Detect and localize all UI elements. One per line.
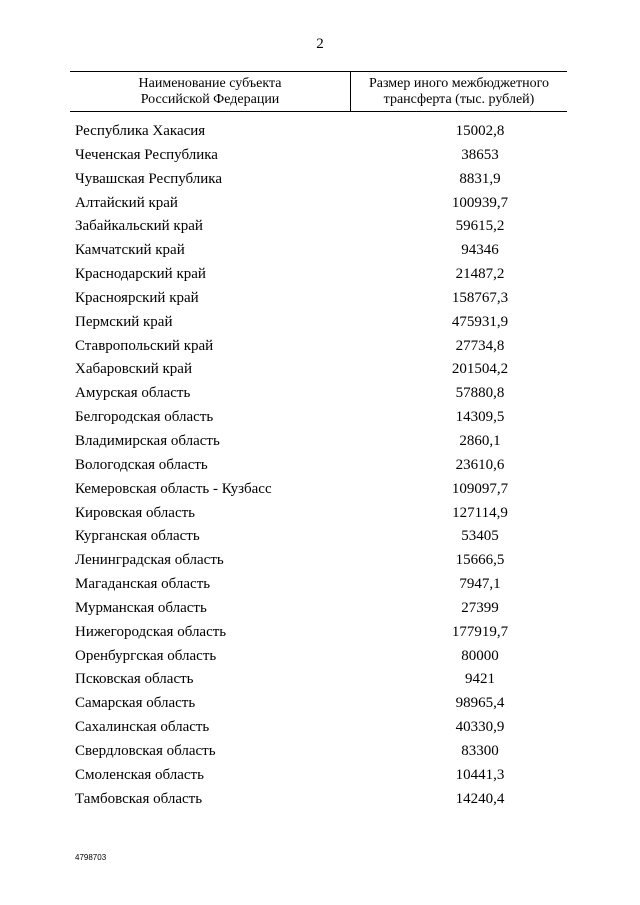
transfer-amount: 80000 xyxy=(461,647,499,664)
subject-name: Свердловская область xyxy=(75,742,216,759)
subject-name: Смоленская область xyxy=(75,766,204,783)
table-row xyxy=(0,552,640,576)
subject-name: Краснодарский край xyxy=(75,266,206,283)
table-header xyxy=(70,71,567,112)
table-row xyxy=(0,481,640,505)
transfer-amount: 21487,2 xyxy=(455,266,505,283)
transfer-amount: 98965,4 xyxy=(455,695,505,712)
transfer-amount: 127114,9 xyxy=(452,504,508,521)
table-row xyxy=(0,385,640,409)
transfer-amount: 15666,5 xyxy=(455,552,505,569)
transfer-amount: 8831,9 xyxy=(459,170,501,187)
subject-name: Амурская область xyxy=(75,385,191,402)
subject-name: Кемеровская область - Кузбасс xyxy=(75,480,272,497)
subject-name: Хабаровский край xyxy=(75,361,192,378)
document-code: 4798703 xyxy=(75,853,107,862)
table-row xyxy=(0,338,640,362)
transfer-amount: 53405 xyxy=(461,528,499,545)
table-row xyxy=(0,195,640,219)
transfer-amount: 27399 xyxy=(461,599,499,616)
header-transfer-amount-line1: Размер иного межбюджетного xyxy=(368,75,550,91)
transfer-amount: 475931,9 xyxy=(451,313,509,330)
transfer-amount: 177919,7 xyxy=(451,623,509,640)
transfer-amount: 15002,8 xyxy=(455,123,505,139)
subject-name: Ленинградская область xyxy=(75,552,224,569)
table-row xyxy=(0,528,640,552)
table-row xyxy=(0,409,640,433)
header-transfer-amount-line2: трансферта (тыс. рублей) xyxy=(383,91,535,107)
transfer-amount: 2860,1 xyxy=(459,432,501,449)
table-row xyxy=(0,648,640,672)
transfer-amount: 40330,9 xyxy=(455,719,505,736)
subject-name: Алтайский край xyxy=(75,194,178,211)
table-row xyxy=(0,624,640,648)
subject-name: Магаданская область xyxy=(75,576,211,593)
subject-name: Красноярский край xyxy=(75,289,199,306)
subject-name: Самарская область xyxy=(75,695,196,712)
subject-name: Республика Хакасия xyxy=(75,123,206,139)
subject-name: Чувашская Республика xyxy=(75,170,223,187)
subject-name: Камчатский край xyxy=(75,242,185,259)
subject-name: Вологодская область xyxy=(75,456,208,473)
subject-name: Пермский край xyxy=(75,313,173,330)
transfer-amount: 100939,7 xyxy=(451,194,509,211)
table-row xyxy=(0,671,640,695)
header-subject-name-line2: Российской Федерации xyxy=(140,91,280,107)
table-row xyxy=(0,505,640,529)
transfer-amount: 201504,2 xyxy=(451,361,509,378)
subject-name: Тамбовская область xyxy=(75,790,203,807)
subject-name: Владимирская область xyxy=(75,432,220,449)
transfer-amount: 9421 xyxy=(465,671,495,688)
table-row xyxy=(0,218,640,242)
header-subject-name xyxy=(70,72,351,111)
table-row xyxy=(0,576,640,600)
subject-name: Нижегородская область xyxy=(75,623,227,640)
subject-name: Псковская область xyxy=(75,671,194,688)
table-row xyxy=(0,266,640,290)
transfer-amount: 59615,2 xyxy=(455,218,505,235)
transfer-amount: 10441,3 xyxy=(455,766,505,783)
table-row xyxy=(0,767,640,791)
header-subject-name-line1: Наименование субъекта xyxy=(138,75,282,91)
table-row xyxy=(0,171,640,195)
table-row xyxy=(0,457,640,481)
table-row xyxy=(0,290,640,314)
table-body xyxy=(0,123,640,814)
subject-name: Мурманская область xyxy=(75,599,207,616)
subject-name: Сахалинская область xyxy=(75,719,210,736)
transfer-amount: 23610,6 xyxy=(455,456,505,473)
transfer-amount: 14240,4 xyxy=(455,790,505,807)
transfer-amount: 7947,1 xyxy=(459,576,501,593)
table-row xyxy=(0,719,640,743)
transfer-amount: 27734,8 xyxy=(455,337,505,354)
subject-name: Оренбургская область xyxy=(75,647,217,664)
subject-name: Кировская область xyxy=(75,504,196,521)
subject-name: Ставропольский край xyxy=(75,337,214,354)
table-row xyxy=(0,361,640,385)
table-row xyxy=(0,791,640,815)
transfer-amount: 57880,8 xyxy=(455,385,505,402)
transfer-amount: 94346 xyxy=(461,242,499,259)
table-row xyxy=(0,433,640,457)
page-number: 2 xyxy=(316,36,324,52)
table-row xyxy=(0,695,640,719)
header-transfer-amount xyxy=(351,72,567,111)
transfer-amount: 83300 xyxy=(461,742,499,759)
transfer-amount: 14309,5 xyxy=(455,409,505,426)
transfer-amount: 38653 xyxy=(461,146,499,163)
transfer-amount: 109097,7 xyxy=(451,480,509,497)
table-row xyxy=(0,600,640,624)
subject-name: Забайкальский край xyxy=(75,218,203,235)
subject-name: Курганская область xyxy=(75,528,200,545)
table-row xyxy=(0,314,640,338)
table-row xyxy=(0,743,640,767)
table-row xyxy=(0,242,640,266)
subject-name: Белгородская область xyxy=(75,409,214,426)
subject-name: Чеченская Республика xyxy=(75,146,218,163)
table-row xyxy=(0,123,640,147)
transfer-amount: 158767,3 xyxy=(451,289,509,306)
table-row xyxy=(0,147,640,171)
